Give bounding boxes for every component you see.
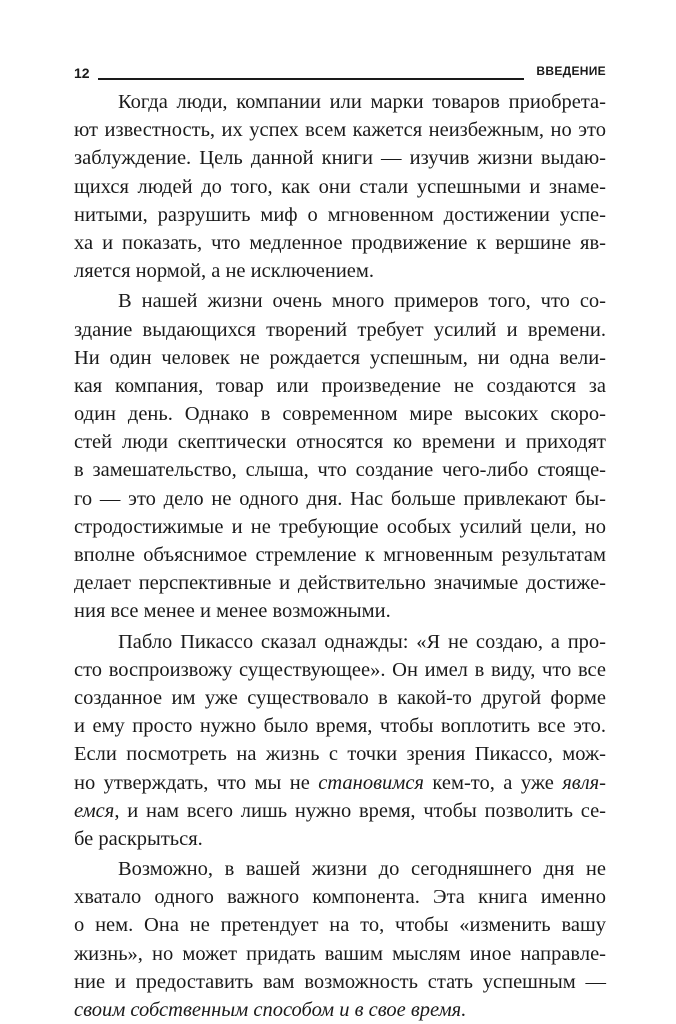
text-line: [74, 996, 606, 1024]
text-line: жизнь», но может придать вашим мыслям иное направле-: [74, 942, 606, 965]
emphasis: явля-: [562, 771, 607, 794]
text-line: в замешательство, слыша, что создание чего-либо стояще-: [74, 459, 606, 482]
emphasis: своим собственным способом и в свое время.: [74, 999, 467, 1021]
paragraph: [74, 628, 606, 854]
text-line: Ни один человек не рождается успешным, ни одна вели-: [74, 346, 606, 369]
running-title: ВВЕДЕНИЕ: [536, 64, 606, 78]
emphasis: становимся: [318, 771, 424, 794]
text-line: кая компания, товар или произведение не создаются за: [74, 374, 606, 397]
text-line: го — это дело не одного дня. Нас больше привлекают бы-: [74, 487, 606, 510]
text-line: бе раскрыться.: [74, 827, 203, 850]
text-line: хватало одного важного компонента. Эта книга именно: [74, 886, 606, 909]
emphasis: емся: [74, 799, 115, 822]
text-line: ляется нормой, а не исключением.: [74, 260, 374, 283]
text-line: стродостижимые и не требующие особых усилий цели, но: [74, 515, 606, 538]
paragraph: [74, 88, 606, 285]
text-line: сто воспроизвожу существующее». Он имел в виду, что все: [74, 658, 606, 681]
running-header: [74, 62, 606, 82]
text-line: один день. Однако в современном мире высоких скоро-: [74, 403, 606, 426]
text-line: вполне объяснимое стремление к мгновенным результатам: [74, 544, 606, 566]
paragraph: [74, 287, 606, 625]
body-text: [74, 88, 606, 1024]
text-line: здание выдающихся творений требует усилий и времени.: [74, 318, 606, 341]
page-number: 12: [74, 65, 90, 81]
text-line: и ему просто нужно было время, чтобы воплотить все это.: [74, 715, 606, 738]
text-line: о нем. Она не претендует на то, чтобы «изменить вашу: [74, 914, 606, 937]
text-line: заблуждение. Цель данной книги — изучив жизни выдаю-: [74, 147, 606, 170]
text-line: щихся людей до того, как они стали успешными и знаме-: [74, 175, 606, 198]
header-rule: [98, 78, 524, 80]
text-line: В нашей жизни очень много примеров того, что со-: [118, 290, 606, 313]
text-line: но утверждать, что мы не становимся кем-то, а уже явля-: [74, 771, 607, 794]
text-line: ют известность, их успех всем кажется неизбежным, но это: [74, 119, 606, 142]
text-line: Пабло Пикассо сказал однажды: «Я не создаю, а про-: [118, 630, 606, 653]
paragraph: [74, 855, 606, 1024]
text-line: емся, и нам всего лишь нужно время, чтобы позволить се-: [74, 799, 606, 822]
text-line: созданное им уже существовало в какой-то другой форме: [74, 686, 606, 709]
text-line: делает перспективные и действительно значимые достиже-: [74, 572, 606, 595]
text-line: Когда люди, компании или марки товаров приобрета-: [118, 91, 606, 113]
text-line: ха и показать, что медленное продвижение к вершине яв-: [74, 231, 606, 254]
text-line: Если посмотреть на жизнь с точки зрения Пикассо, мож-: [74, 743, 606, 766]
text-line: ния все менее и менее возможными.: [74, 600, 391, 623]
text-line: ние и предоставить вам возможность стать успешным —: [74, 970, 606, 993]
text-line: нитыми, разрушить миф о мгновенном достижении успе-: [74, 203, 606, 226]
text-line: Возможно, в вашей жизни до сегодняшнего дня не: [118, 858, 606, 881]
text-line: стей люди скептически относятся ко времени и приходят: [74, 431, 606, 454]
